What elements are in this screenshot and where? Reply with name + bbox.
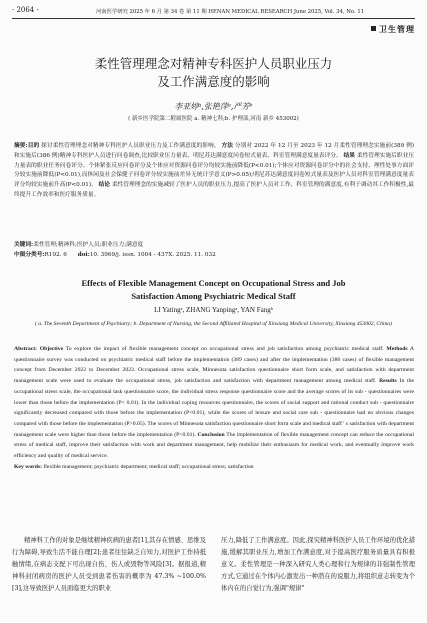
classification-doi: 中图分类号:R192. 6 doi:10. 3969/j. issn. 1004 - 437X. 2025. 11. 032	[14, 252, 216, 258]
english-affiliation: ( a. The Seventh Department of Psychiatry; b. Department of Nursing, the Second Affiliated Hospital of Xinxiang Medical University, Xinxiang 453002, China)	[35, 321, 392, 327]
english-authors: LI Yatingᵃ, ZHANG Yanpingᵃ, YAN Fangᵇ	[154, 306, 273, 314]
chinese-title: 柔性管理理念对精神专科医护人员职业压力 及工作满意度的影响	[94, 56, 333, 89]
body-column-right: 压力,降低了工作满意度。因此,探究精神科医护人员工作环境的优化措施,缓解其职业压力,增加工作满意度,对于提高医疗服务质量具有积极意义。柔性管理是一种深入研究人类心理和行为规律的非强制性管理方式,它通过在个体内心激发出一种潜在的说服力,将组织意志转变为个体内在的自觉行为,强调"规律"	[221, 537, 415, 592]
english-title: Effects of Flexible Management Concept on Occupational Stress and Job Satisfaction Among Psychiatric Medical Staff	[81, 278, 346, 301]
chinese-keywords: 关键词:柔性管理;精神科;医护人员;职业压力;满意度	[14, 242, 144, 248]
journal-info: 河南医学研究 2025 年 6 月 第 34 卷 第 11 期 HENAN MEDICAL RESEARCH June 2025, Vol. 34, No. 11	[96, 9, 365, 15]
body-column-left: 精神科工作的对象是继续精神疾病的患者[1],其存在情感、思维及行为障碍,导致生活不能自理[2];患者往往缺乏自知力,对医护工作持抵触情绪,在病态支配下可出现自伤、伤人或毁物等风险[3]。据报道,精神科封闭病房的医护人员受到患者伤害的概率为 47.3% ~100.0%[3],这导致医护人员面临更大的职业	[12, 537, 206, 592]
english-abstract: Abstract: Objective To explore the impact of flexible management concept on occupational stress and job satisfaction among psychiatric medical staff. Methods A questionnaire survey was conducted on psychiatric medical staff before the implementation (389 cases) and after the implementation (386 cases) of flexible management concept from December 2022 to December 2023. Occupational stress scale, Minnesota satisfaction questionnaire short form scale, and satisfaction with department management scale were used to evaluate the occupational stress, job satisfaction and satisfaction with department management among medical staff. Results In the occupational stress scale, the occupational task questionnaire score, the individual stress response questionnaire score and the average scores of its sub - questionnaires were lower than those before the implementation (P< 0.01). In the individual coping resources questionnaire, the scores of social support and rational conduct sub - questionnaire significantly decreased compared with those before the implementation (P<0.01), while the scores of leisure and social care sub - questionnaire had no obvious changes compared with those before the implementation (P>0.05). The scores of Minnesota satisfaction questionnaire short form scale and medical staff ' s satisfaction with department management scale were higher than those before the implementation (P<0.01). Conclusion The implementation of flexible management concept can reduce the occupational stress of medical staff, improve their satisfaction with work and department management, help mobilize their enthusiasm for medical work, and eventually improve work efficiency and quality of medical service. Key words: flexible management; psychiatric department; medical staff; occupational stress; satisfaction	[14, 346, 415, 470]
chinese-authors: 李亚婷ᵃ,张艳萍ᵃ,严芳ᵇ	[174, 102, 253, 111]
chinese-abstract: 摘要:目的 探讨柔性管理理念对精神专科医护人员职业压力及工作满意度的影响。 方法 分别对 2022 年 12 月至 2023 年 12 月柔性管理理念实施前(389 例)和实施后(386 例)精神专科医护人员进行问卷调查,比较职业压力量表、明尼苏达满意度问卷短式量表、科室管理满意度量表评分。 结果 柔性管理实施后职业压力量表的职业任务问卷评分、个体紧张反应问卷评分及个体应对资源问卷评分均较实施前降低(P<0.01);个体应对资源问卷评分中的社会支持、理性处事方面评分较实施前降低(P<0.01),而休闲及社会保健子问卷评分较实施前差异无统计学意义(P>0.05);明尼苏达满意度问卷短式量表及医护人员对科室管理满意度量表评分均较实施前升高(P<0.01)。 结论 柔性管理理念的实施减轻了医护人员的职业压力,提高了医护人员对工作、科室管理的满意度,有利于调动其工作积极性,最终提升工作效率和医疗服务质量。	[14, 143, 415, 198]
section-label: 卫生管理	[371, 24, 415, 35]
square-bullet-icon	[371, 26, 376, 31]
page-number: · 2064 ·	[12, 6, 39, 14]
chinese-affiliation: ( 新乡医学院第二附属医院 a. 精神七科;b. 护理部,河南 新乡 453002)	[128, 116, 299, 122]
running-header	[12, 6, 415, 18]
header-rule	[12, 18, 415, 19]
